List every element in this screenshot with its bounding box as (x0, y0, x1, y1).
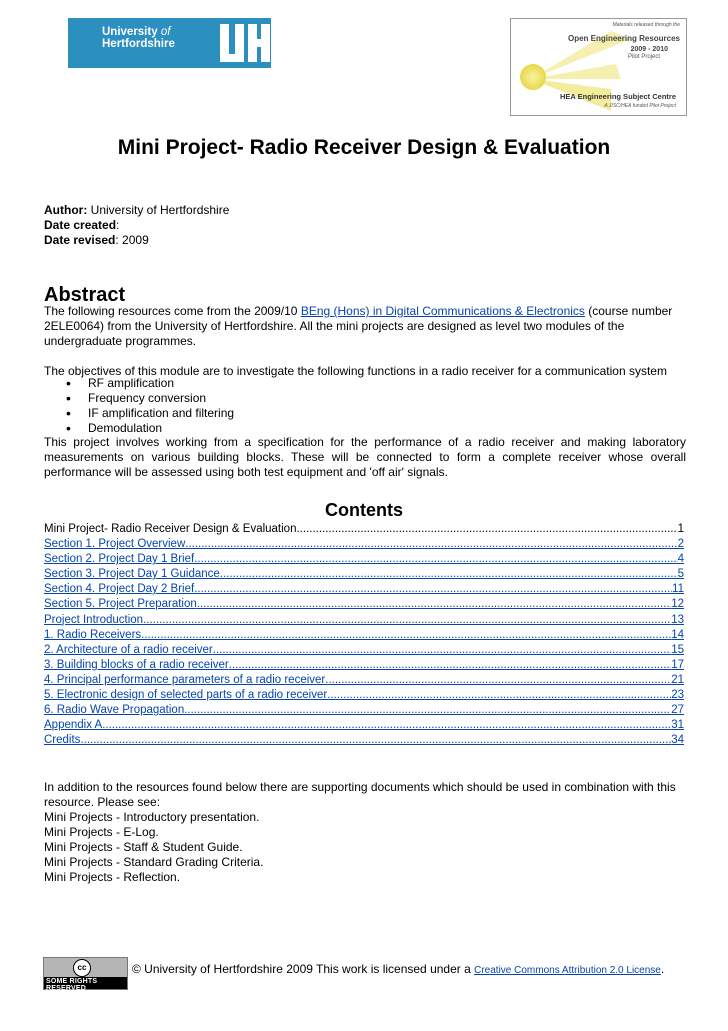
toc-leader-dots (184, 703, 671, 718)
toc-entry-title: Mini Project- Radio Receiver Design & Evaluation (44, 523, 297, 535)
toc-entry[interactable] (44, 613, 684, 628)
footer-period: . (660, 962, 665, 976)
date-created-value: : (116, 218, 120, 232)
oer-line1: Open Engineering Resources (567, 34, 680, 43)
toc-entry-page: 13 (671, 613, 684, 626)
footer-copyright: © University of Hertfordshire 2009 This work is licensed under a (132, 962, 475, 976)
supporting-item: Mini Projects - Introductory presentation. (44, 810, 260, 824)
toc-entry-title: Section 4. Project Day 2 Brief (44, 583, 195, 596)
toc-leader-dots (229, 658, 671, 673)
toc-entry-page: 1 (677, 523, 684, 535)
document-title: Mini Project- Radio Receiver Design & Evaluation (117, 136, 611, 159)
author-line (44, 203, 229, 217)
toc-entry-page: 17 (671, 658, 684, 671)
supporting-item: Mini Projects - E-Log. (44, 825, 159, 839)
university-logo-text (102, 26, 175, 50)
supporting-intro: In addition to the resources found below there are supporting documents which should be used in combination with this resource. Please see: (44, 780, 676, 809)
toc-leader-dots (296, 522, 677, 537)
logo-line1-of: of (160, 26, 171, 38)
author-value: University of Hertfordshire (87, 203, 230, 217)
toc-entry[interactable] (44, 733, 684, 748)
supporting-item: Mini Projects - Reflection. (44, 870, 181, 884)
toc-entry[interactable] (44, 522, 684, 537)
toc-entry-page: 21 (671, 673, 684, 686)
oer-tagline: Materials released through the (612, 22, 680, 28)
programme-link[interactable]: BEng (Hons) in Digital Communications & Electronics (300, 304, 585, 318)
date-revised-value: : 2009 (115, 233, 149, 247)
supporting-item: Mini Projects - Standard Grading Criteria. (44, 855, 264, 869)
toc-entry-title: 5. Electronic design of selected parts of a radio receiver (44, 689, 328, 702)
toc-leader-dots (80, 733, 671, 748)
toc-entry-title: Section 5. Project Preparation (44, 598, 197, 611)
abstract-paragraph-1 (44, 304, 686, 349)
author-label: Author: (44, 203, 88, 217)
toc-entry[interactable] (44, 658, 684, 673)
toc-entry[interactable] (44, 582, 684, 597)
toc-entry-page: 15 (671, 643, 684, 656)
toc-entry-title: 3. Building blocks of a radio receiver (44, 658, 229, 671)
oer-line4: HEA Engineering Subject Centre (560, 92, 676, 101)
supporting-item: Mini Projects - Staff & Student Guide. (44, 840, 243, 854)
abstract-p1-text: The following resources come from the 2009/10 (44, 304, 301, 318)
cc-icon: cc (73, 959, 91, 977)
toc-entry-title: Section 3. Project Day 1 Guidance (44, 568, 220, 581)
abstract-p1-text-after: (course number 2ELE0064) from the University of Hertfordshire. All the mini projects are designed as level two modules of the undergraduate programmes. (44, 304, 673, 348)
toc-leader-dots (143, 613, 671, 628)
toc-entry-page: 34 (671, 734, 684, 747)
university-logo (68, 18, 271, 68)
abstract-paragraph-2: The objectives of this module are to investigate the following functions in a radio receiver for a communication system (44, 364, 667, 378)
objective-item: • IF amplification and filtering (66, 406, 234, 421)
supporting-list (44, 810, 684, 885)
toc-entry-page: 12 (671, 598, 684, 611)
date-created-label: Date created (44, 218, 117, 232)
toc-entry[interactable] (44, 567, 684, 582)
toc-leader-dots (194, 552, 677, 567)
contents-heading: Contents (325, 500, 403, 520)
toc-leader-dots (102, 718, 671, 733)
objectives-list (66, 376, 234, 436)
toc-entry-title: Credits (44, 734, 81, 747)
toc-entry-page: 23 (671, 689, 684, 702)
toc-entry-page: 2 (677, 538, 684, 551)
objective-item: • Frequency conversion (66, 391, 234, 406)
logo-line1: University (102, 26, 158, 38)
toc-entry[interactable] (44, 673, 684, 688)
toc-leader-dots (220, 567, 678, 582)
toc-entry-title: 2. Architecture of a radio receiver (44, 643, 213, 656)
toc-leader-dots (213, 643, 671, 658)
supporting-documents (44, 780, 684, 885)
cc-badge-text: SOME RIGHTS RESERVED (46, 978, 98, 992)
toc-entry-page: 31 (671, 719, 684, 732)
toc-entry-title: 4. Principal performance parameters of a radio receiver (44, 673, 326, 686)
toc-leader-dots (194, 582, 672, 597)
toc-entry[interactable] (44, 597, 684, 612)
license-link[interactable]: Creative Commons Attribution 2.0 License (474, 965, 661, 976)
oer-logo (510, 18, 687, 116)
toc-entry[interactable] (44, 703, 684, 718)
table-of-contents (44, 522, 684, 748)
cc-license-badge[interactable] (43, 957, 128, 990)
toc-entry-page: 5 (677, 568, 684, 581)
abstract-paragraph-3: This project involves working from a specification for the performance of a radio receiver and making laboratory measurements on various building blocks. These will be connected to form a complete receiver whose overall performance will be assessed using both test equipment and 'off air' signals. (44, 435, 686, 479)
oer-line5: A JISC/HEA funded Pilot Project (604, 103, 676, 109)
oer-line2: 2009 - 2010 (630, 46, 668, 53)
toc-entry-title: 6. Radio Wave Propagation (44, 704, 185, 717)
toc-entry[interactable] (44, 628, 684, 643)
toc-entry-title: Section 1. Project Overview (44, 538, 186, 551)
toc-entry-title: Project Introduction (44, 613, 144, 626)
toc-leader-dots (185, 537, 677, 552)
toc-entry[interactable] (44, 688, 684, 703)
toc-entry-page: 11 (672, 583, 684, 596)
oer-line3: Pilot Project (627, 54, 660, 60)
toc-entry[interactable] (44, 643, 684, 658)
toc-leader-dots (197, 597, 671, 612)
toc-entry[interactable] (44, 718, 684, 733)
toc-entry[interactable] (44, 537, 684, 552)
date-created-line (44, 218, 119, 232)
toc-entry-page: 4 (677, 553, 684, 566)
toc-entry-title: Section 2. Project Day 1 Brief (44, 553, 195, 566)
abstract-heading: Abstract (44, 284, 126, 306)
toc-leader-dots (325, 673, 671, 688)
objective-item: • RF amplification (66, 376, 234, 391)
date-revised-line (44, 233, 149, 247)
date-revised-label: Date revised (44, 233, 116, 247)
footer-license-line (132, 962, 664, 976)
toc-leader-dots (327, 688, 671, 703)
toc-entry[interactable] (44, 552, 684, 567)
toc-entry-page: 14 (671, 628, 684, 641)
toc-entry-title: 1. Radio Receivers (44, 628, 142, 641)
objective-item: • Demodulation (66, 421, 234, 436)
toc-entry-page: 27 (671, 704, 684, 717)
logo-line2: Hertfordshire (102, 38, 175, 50)
uh-monogram-icon (218, 18, 271, 68)
toc-leader-dots (141, 628, 671, 643)
toc-entry-title: Appendix A (44, 719, 103, 732)
